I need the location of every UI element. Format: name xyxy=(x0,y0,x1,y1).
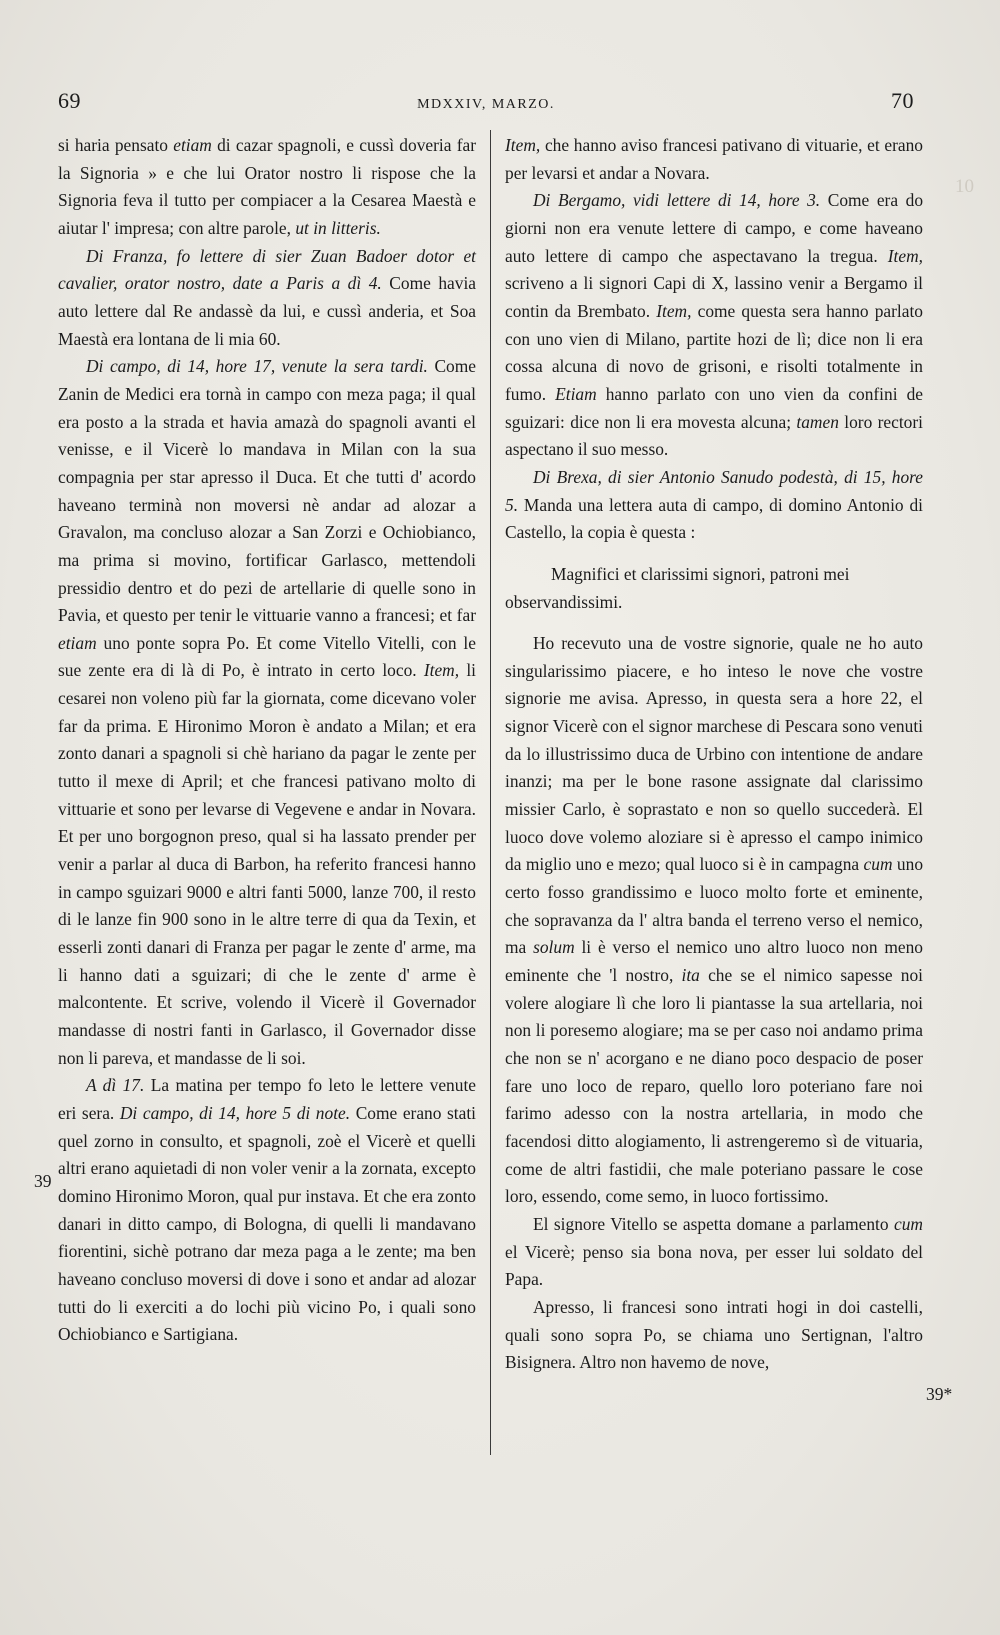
paragraph xyxy=(58,1072,476,1349)
text-run: scriveno a li signori Capi di X, lassino venir a Bergamo il contin da Brembato. xyxy=(505,273,923,321)
paragraph xyxy=(505,132,923,187)
italic-text-run: ita xyxy=(681,965,700,986)
paragraph xyxy=(58,243,476,354)
right-text-column xyxy=(505,132,923,1377)
paragraph xyxy=(505,1211,923,1294)
paragraph xyxy=(505,561,923,616)
text-run: che se el nimico sapesse noi volere alogiare lì che loro li piantasse la sua artellaria, noi non li poresemo alogiare; ma se per caso noi andamo prima che non se n' acorgano e ne diano poco despacio de poser fare uno loco de reparo, quello loro poteriano fare noi farimo adesso con la nostra artellaria, in modo che facendosi ditto alogiamento, li astrengeremo sì de vituaria, come de altri fastidii, che male poteriano passare le cose loro, essendo, come semo, in luoco fortissimo. xyxy=(505,965,923,1207)
italic-text-run: solum xyxy=(533,937,575,958)
page-number-right: 70 xyxy=(891,88,914,113)
text-run: si haria pensato xyxy=(58,135,174,155)
paragraph xyxy=(58,353,476,1072)
text-run: li è verso el nemico uno altro luoco non meno eminente che 'l nostro, xyxy=(505,937,924,986)
italic-text-run: cum xyxy=(863,854,893,875)
running-title: MDXXIV, MARZO. xyxy=(417,97,555,112)
faint-margin-mark: 10 xyxy=(955,176,974,197)
text-run: La matina per tempo fo leto le lettere venute eri sera. xyxy=(58,1075,476,1123)
paragraph xyxy=(505,464,923,547)
column-divider xyxy=(490,130,491,1455)
italic-text-run: Di campo, di 14, hore 17, venute la sera tardi. xyxy=(86,356,428,377)
text-run: che hanno aviso francesi pativano di vituarie, et erano per levarsi et andar a Novara. xyxy=(505,135,923,183)
text-run: uno certo fosso grandissimo e luoco molto forte et eminente, che sopravanza da l' altra banda el terreno verso el nemico, ma xyxy=(505,854,924,958)
text-run: come questa sera hanno parlato con uno vien di Milano, partite hozi de lì; dice non li era cossa alcuna di novo de grisoni, e risolti totalmente in fumo. xyxy=(505,300,923,404)
text-run: hanno parlato con uno vien da confini de sguizari: dice non li era movesta alcuna; xyxy=(505,383,923,432)
paragraph xyxy=(58,132,476,243)
italic-text-run: etiam xyxy=(58,632,97,653)
italic-text-run: cum xyxy=(894,1213,923,1234)
italic-text-run: Item, xyxy=(505,135,541,155)
text-run: Manda una lettera auta di campo, di domino Antonio di Castello, la copia è questa : xyxy=(505,494,923,543)
margin-number-left: 39 xyxy=(34,1171,52,1191)
text-run: Come era do giorni non era venute lettere di campo, e come haveano auto lettere di campo che aspectavano la tregua. xyxy=(505,190,924,266)
page-header xyxy=(58,88,914,116)
italic-text-run: Di Bergamo, vidi lettere di 14, hore 3. xyxy=(533,190,821,211)
italic-text-run: Di campo, di 14, hore 5 di note. xyxy=(119,1102,351,1123)
paragraph xyxy=(505,187,923,464)
text-run: Come Zanin de Medici era tornà in campo con meza paga; il qual era posto a la strada et havia amazà do spagnoli avanti el venisse, e il Vicerè lo mandava in Milan con la sua compagnia per star apresso il Duca. Et che tutti d' acordo haveano terminà non moversi nè andar ad alozar a Gravalon, ma concluso alozar a San Zorzi e Ochiobianco, ma prima si movino, fortificar Garlasco, mettendoli pressidio dentro et do pezi de artellarie di quelle sono in Pavia, et questo per tenir le vittuarie vanno a francesi; et far xyxy=(58,356,476,626)
left-text-column xyxy=(58,132,476,1349)
text-run: Ho recevuto una de vostre signorie, quale ne ho auto singularissimo piacere, e ho inteso le nove che vostre signorie me avisa. Apresso, in questa sera a hore 22, el signor Vicerè con el signor marchese di Pescara sono venuti da lo illustrissimo duca de Urbino con intentione de andare inanzi; ma per le bone rasone assignate dal clarissimo missier Carlo, è soprastato e non so quello succederà. El luoco dove volemo aloziare si è apresso el campo inimico da miglio uno e mezo; qual luoco si è in campagna xyxy=(505,633,923,875)
text-run: el Vicerè; penso sia bona nova, per esser lui soldato del Papa. xyxy=(505,1241,923,1290)
paragraph xyxy=(505,1294,923,1377)
italic-text-run: Etiam xyxy=(555,383,597,404)
italic-text-run: ut in litteris. xyxy=(295,217,381,238)
margin-number-right: 39* xyxy=(926,1384,953,1404)
italic-text-run: etiam xyxy=(173,135,212,155)
page-number-left: 69 xyxy=(58,88,81,113)
italic-text-run: Item, xyxy=(656,300,692,321)
text-run: di cazar spagnoli, e cussì doveria far la Signoria » e che lui Orator nostro li rispose che la Signoria feva il tutto per compiacer a la Cesarea Maestà e aiutar l' impresa; con altre parole, xyxy=(58,135,476,238)
paragraph xyxy=(505,630,923,1211)
italic-text-run: Item, xyxy=(423,660,460,681)
italic-text-run: Di Franza, fo lettere di sier Zuan Badoer dotor et cavalier, orator nostro, date a Paris a dì 4. xyxy=(58,245,476,294)
text-run: Magnifici et clarissimi signori, patroni mei observandissimi. xyxy=(505,563,850,612)
text-run: uno ponte sopra Po. Et come Vitello Vitelli, con le sue zente era di là di Po, è intrato in certo loco. xyxy=(58,632,476,681)
text-run: Come erano stati quel zorno in consulto, et spagnoli, zoè el Vicerè et quelli altri erano aquietadi di non voler venir a la zornata, excepto domino Hironimo Moron, qual pur instava. Et che era zonto danari in ditto campo, di Bologna, di quelli li mandavano fiorentini, sichè potrano dar meza paga a le zente; ma ben haveano concluso moversi di dove i sono et andar ad alozar tutti do li exerciti a do lochi più vicino Po, i quali sono Ochiobianco e Sartigiana. xyxy=(58,1102,477,1345)
text-run: Apresso, li francesi sono intrati hogi in doi castelli, quali sono sopra Po, se chiama uno Sertignan, l'altro Bisignera. Altro non havemo de nove, xyxy=(505,1296,923,1373)
italic-text-run: tamen xyxy=(796,411,839,432)
text-run: El signore Vitello se aspetta domane a parlamento xyxy=(533,1213,895,1234)
italic-text-run: Di Brexa, di sier Antonio Sanudo podestà, di 15, hore 5. xyxy=(505,466,923,515)
text-run: Come havia auto lettere dal Re andassè da lui, e cussì anderia, et Soa Maestà era lontana de li mia 60. xyxy=(58,273,476,349)
text-run: loro rectori aspectano il suo messo. xyxy=(505,411,923,460)
italic-text-run: Item, xyxy=(887,245,923,266)
text-run: li cesarei non voleno più far la giornata, come dicevano voler far da prima. E Hironimo Moron è andato a Milan; et era zonto danari a spagnoli si chè hariano da pagar le zente per tutto il mexe di April; et che francesi pativano molto di vittuarie et sono per levarse di Vegevene e andar in Novara. Et per uno borgognon preso, qual si ha lassato prender per venir a parlar al duca di Barbon, ha referito francesi hanno in campo sguizari 9000 e altri fanti 5000, lanze 700, il resto di le lanze fin 900 sono in le altre terre di qua da Texin, et esserli zonti danari di Franza per pagar le zente d' arme, ma li hanno dati a sguizari; di che le zente d' arme è malcontente. Et scrive, volendo il Vicerè il Governador mandasse di nostri fanti in Garlasco, il Governador disse non li pareva, et mandasse de li soi. xyxy=(58,660,476,1068)
italic-text-run: A dì 17. xyxy=(86,1075,145,1096)
